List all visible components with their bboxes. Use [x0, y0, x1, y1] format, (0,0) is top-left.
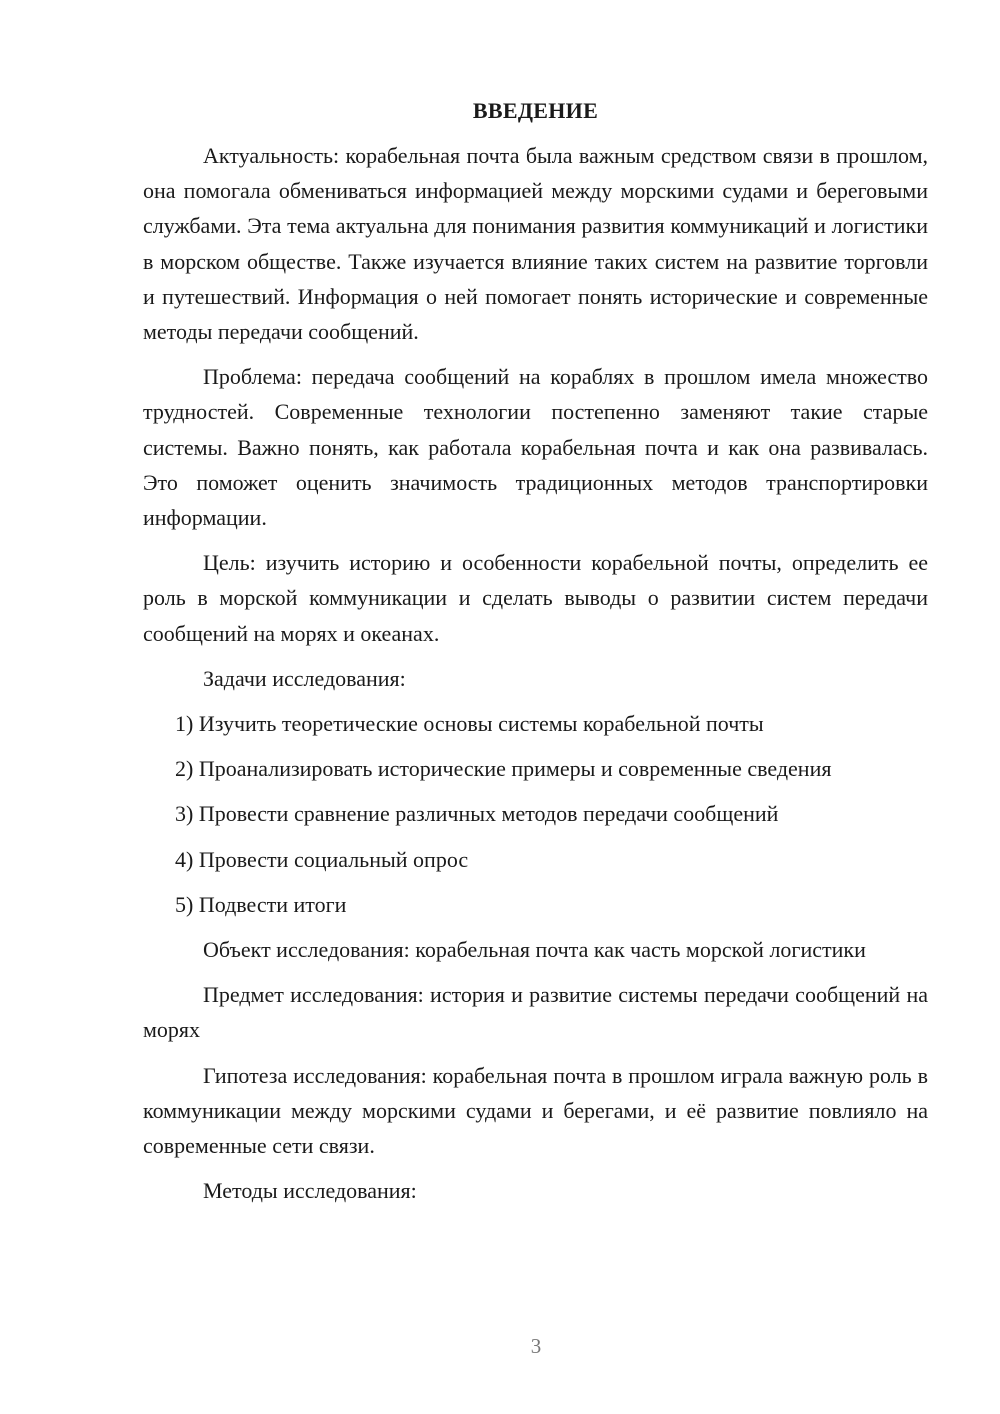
section-title: ВВЕДЕНИЕ [472, 98, 599, 123]
task-item: 3) Провести сравнение различных методов передачи сообщений [175, 801, 779, 827]
hypothesis-paragraph: Гипотеза исследования: корабельная почта в прошлом играла важную роль в коммуникации между морскими судами и берегами, и её развитие повлияло на современные сети связи. [143, 1062, 928, 1159]
page-content [143, 93, 928, 1218]
page-number [0, 1332, 1000, 1360]
task-item: 1) Изучить теоретические основы системы корабельной почты [175, 711, 764, 737]
task-item: 5) Подвести итоги [175, 891, 347, 917]
task-item: 4) Провести социальный опрос [175, 846, 469, 872]
subject-paragraph: Предмет исследования: история и развитие системы передачи сообщений на морях [143, 982, 928, 1043]
problem-paragraph: Проблема: передача сообщений на кораблях в прошлом имела множество трудностей. Современные технологии постепенно заменяют такие старые системы. Важно понять, как работала корабельная почта и как она развивалась. Это поможет оценить значимость традиционных методов транспортировки информации. [143, 364, 928, 531]
object-paragraph: Объект исследования: корабельная почта как часть морской логистики [203, 937, 866, 963]
task-item: 2) Проанализировать исторические примеры и современные сведения [175, 756, 832, 782]
page-number-value: 3 [530, 1334, 542, 1358]
tasks-heading: Задачи исследования: [203, 665, 406, 691]
tasks-list [143, 706, 928, 922]
relevance-paragraph: Актуальность: корабельная почта была важным средством связи в прошлом, она помогала обмениваться информацией между морскими судами и береговыми службами. Эта тема актуальна для понимания развития коммуникаций и логистики в морском обществе. Также изучается влияние таких систем на развитие торговли и путешествий. Информация о ней помогает понять исторические и современные методы передачи сообщений. [143, 143, 928, 345]
goal-paragraph: Цель: изучить историю и особенности корабельной почты, определить ее роль в морской коммуникации и сделать выводы о развитии систем передачи сообщений на морях и океанах. [143, 550, 928, 646]
methods-heading: Методы исследования: [203, 1178, 417, 1204]
